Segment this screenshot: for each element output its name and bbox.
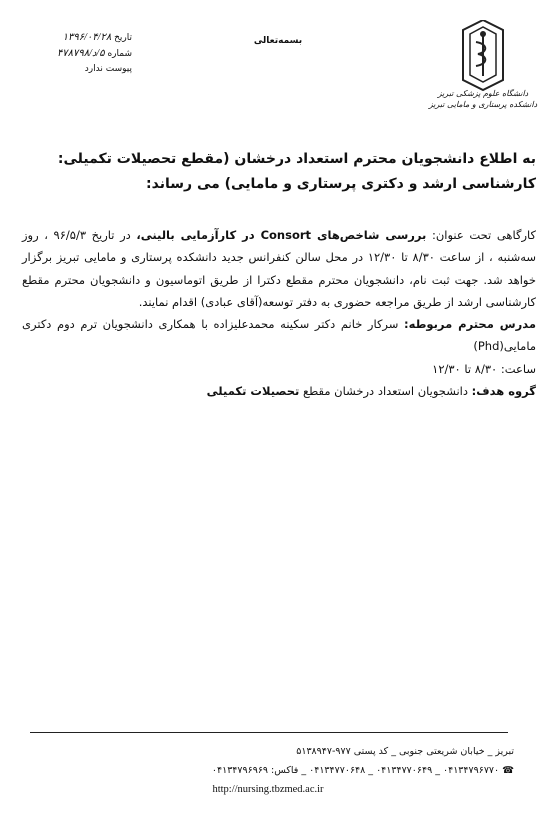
target-group-label: گروه هدف:: [471, 384, 536, 399]
letter-meta: [22, 30, 132, 77]
logo-caption-faculty: دانشکده پرستاری و مامایی تبریز: [428, 100, 538, 109]
date-label: تاریخ: [114, 33, 132, 43]
instructor-label: مدرس محترم مربوطه:: [404, 317, 537, 332]
workshop-details: در تاریخ ۹۶/۵/۳ ، روز سه‌شنبه ، از ساعت ۸/۳۰ تا ۱۲/۳۰ در محل سالن کنفرانس جدید دانشکده پرستاری و مامایی تبریز برگزار خواهد شد. جهت ثبت نام، دانشجویان محترم مقطع دکترا از طریق اتوماسیون و دانشجویان محترم مقطع کارشناسی ارشد از طریق مراجعه حضوری به دفتر توسعه(آقای عبادی) اقدام نمایند.: [22, 228, 537, 309]
attachment-line: [22, 62, 132, 77]
footer-address: تبریز _ خیابان شریعتی جنوبی _ کد پستی ۹۷۷-۵۱۳۸۹۴۷: [296, 746, 514, 757]
instructor-paragraph: [22, 313, 536, 358]
number-value: ۵/د/۴۷۸۷۹۸: [56, 48, 105, 59]
time-text: ۸/۳۰ تا ۱۲/۳۰: [432, 361, 501, 376]
date-value: ۱۳۹۶/۰۴/۲۸: [62, 32, 112, 43]
target-group-text: دانشجویان استعداد درخشان مقطع: [299, 384, 472, 399]
number-line: [22, 46, 132, 62]
workshop-intro: کارگاهی تحت عنوان:: [426, 228, 536, 242]
instructor-text: سرکار خانم دکتر سکینه محمدعلیزاده با همکاری دانشجویان ترم دوم دکتری مامایی(Phd): [22, 317, 536, 354]
attachment-value: ندارد: [84, 64, 103, 74]
university-logo: [428, 20, 538, 140]
footer-phones: ☎ ۰۴۱۳۴۷۹۶۷۷۰ _ ۰۴۱۳۴۷۷۰۶۴۹ _ ۰۴۱۳۴۷۷۰۶۴۸ _ فاکس: ۰۴۱۳۴۷۹۶۹۶۹: [211, 765, 514, 776]
announcement-title: به اطلاع دانشجویان محترم استعداد درخشان (مقطع تحصیلات تکمیلی: کارشناسی ارشد و دکتری پرستاری و مامایی) می رساند:: [57, 151, 536, 192]
basmala: بسمه‌تعالی: [253, 36, 303, 46]
footer-divider: [30, 732, 508, 733]
attachment-label: پیوست: [105, 64, 132, 74]
target-group-paragraph: [22, 380, 536, 402]
time-paragraph: [22, 358, 536, 380]
time-label: ساعت:: [500, 361, 536, 376]
footer: [22, 742, 514, 799]
workshop-paragraph: [22, 224, 536, 313]
number-label: شماره: [107, 49, 132, 59]
date-line: [22, 30, 132, 46]
logo-emblem-icon: [463, 20, 503, 90]
announcement-body: [22, 224, 536, 402]
workshop-topic: بررسی شاخص‌های Consort در کارآزمایی بالینی،: [136, 228, 427, 242]
logo-caption: [428, 88, 538, 110]
logo-caption-university: دانشگاه علوم پزشکی تبریز: [437, 89, 529, 98]
footer-url[interactable]: http://nursing.tbzmed.ac.ir: [212, 784, 324, 795]
target-group-bold: تحصیلات تکمیلی: [206, 384, 300, 399]
